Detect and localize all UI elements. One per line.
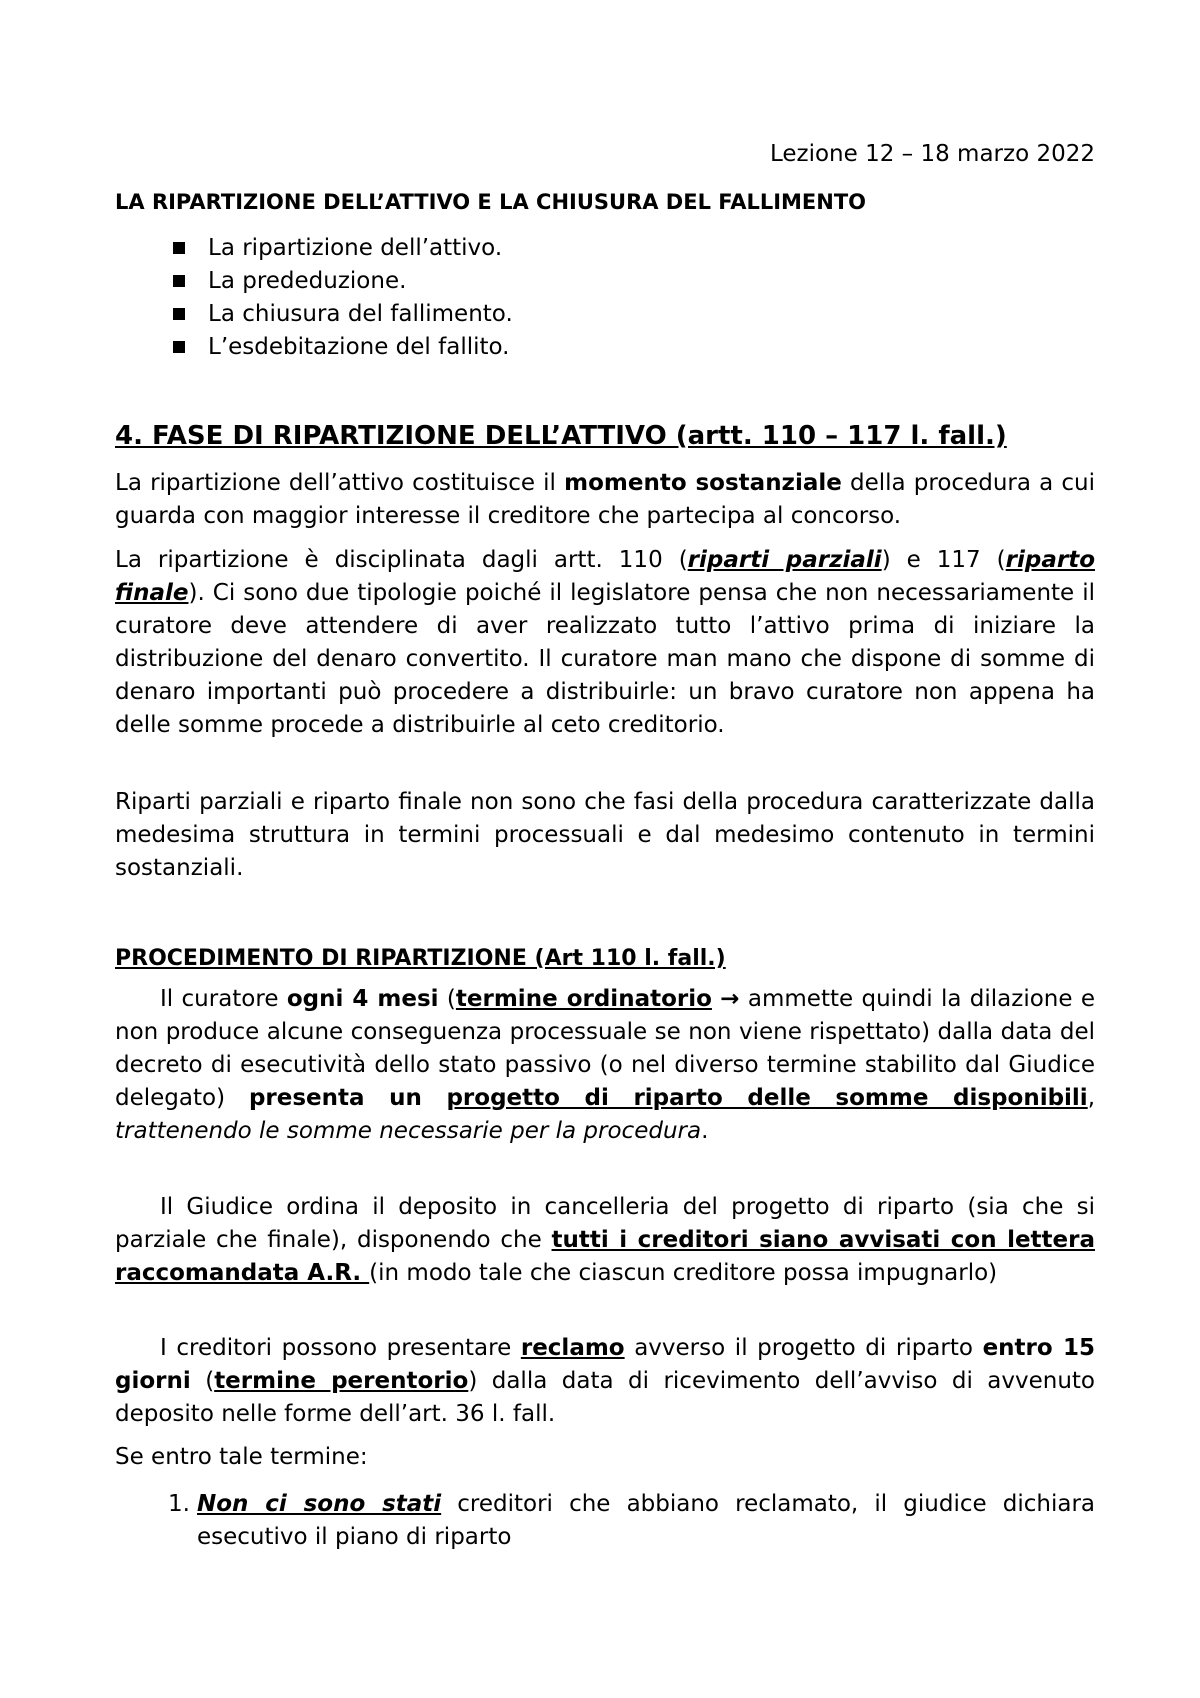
square-bullet-icon bbox=[173, 308, 185, 320]
arrow-right-icon: → bbox=[720, 986, 740, 1012]
list-item: La ripartizione dell’attivo. bbox=[115, 232, 513, 265]
square-bullet-icon bbox=[173, 341, 185, 353]
paragraph: La ripartizione è disciplinata dagli artt. 110 (riparti parziali) e 117 (riparto finale). Ci sono due tipologie poiché il legislatore pensa che non necessariamente il curatore deve attendere di aver realizzato tutto l’attivo prima di iniziare la distribuzione del denaro convertito. Il curatore man mano che dispone di somme di denaro importanti può procedere a distribuirle: un bravo curatore non appena ha delle somme procede a distribuirle al ceto creditorio. bbox=[115, 547, 1096, 738]
list-item: L’esdebitazione del fallito. bbox=[115, 331, 513, 364]
paragraph: La ripartizione dell’attivo costituisce il momento sostanziale della procedura a cui guarda con maggior interesse il creditore che partecipa al concorso. bbox=[115, 470, 1095, 529]
numbered-list bbox=[170, 1488, 1095, 1554]
paragraph: Il curatore ogni 4 mesi (termine ordinatorio → ammette quindi la dilazione e non produce alcune conseguenza processuale se non viene rispettato) dalla data del decreto di esecutività dello stato passivo (o nel diverso termine stabilito dal Giudice delegato) presenta un progetto di riparto delle somme disponibili, trattenendo le somme necessarie per la procedura. bbox=[115, 986, 1096, 1144]
section-heading: 4. FASE DI RIPARTIZIONE DELL’ATTIVO (artt. 110 – 117 l. fall.) bbox=[115, 421, 1007, 451]
paragraph: Se entro tale termine: bbox=[115, 1444, 368, 1470]
topic-list bbox=[115, 232, 513, 364]
list-item: La prededuzione. bbox=[115, 265, 513, 298]
paragraph: Riparti parziali e riparto finale non sono che fasi della procedura caratterizzate dalla medesima struttura in termini processuali e dal medesimo contenuto in termini sostanziali. bbox=[115, 789, 1095, 881]
square-bullet-icon bbox=[173, 275, 185, 287]
paragraph: Il Giudice ordina il deposito in cancelleria del progetto di riparto (sia che si parziale che finale), disponendo che tutti i creditori siano avvisati con lettera raccomandata A.R. (in modo tale che ciascun creditore possa impugnarlo) bbox=[115, 1194, 1096, 1286]
paragraph: I creditori possono presentare reclamo avverso il progetto di riparto entro 15 giorni (termine perentorio) dalla data di ricevimento dell’avviso di avvenuto deposito nelle forme dell’art. 36 l. fall. bbox=[115, 1335, 1095, 1427]
list-number: 1. bbox=[168, 1491, 190, 1517]
square-bullet-icon bbox=[173, 242, 185, 254]
lesson-date: Lezione 12 – 18 marzo 2022 bbox=[769, 141, 1095, 167]
document-title: LA RIPARTIZIONE DELL’ATTIVO E LA CHIUSURA DEL FALLIMENTO bbox=[115, 190, 867, 214]
list-item: 1. Non ci sono stati creditori che abbiano reclamato, il giudice dichiara esecutivo il piano di riparto bbox=[170, 1488, 1095, 1554]
list-item: La chiusura del fallimento. bbox=[115, 298, 513, 331]
subsection-heading: PROCEDIMENTO DI RIPARTIZIONE (Art 110 l. fall.) bbox=[115, 946, 726, 971]
